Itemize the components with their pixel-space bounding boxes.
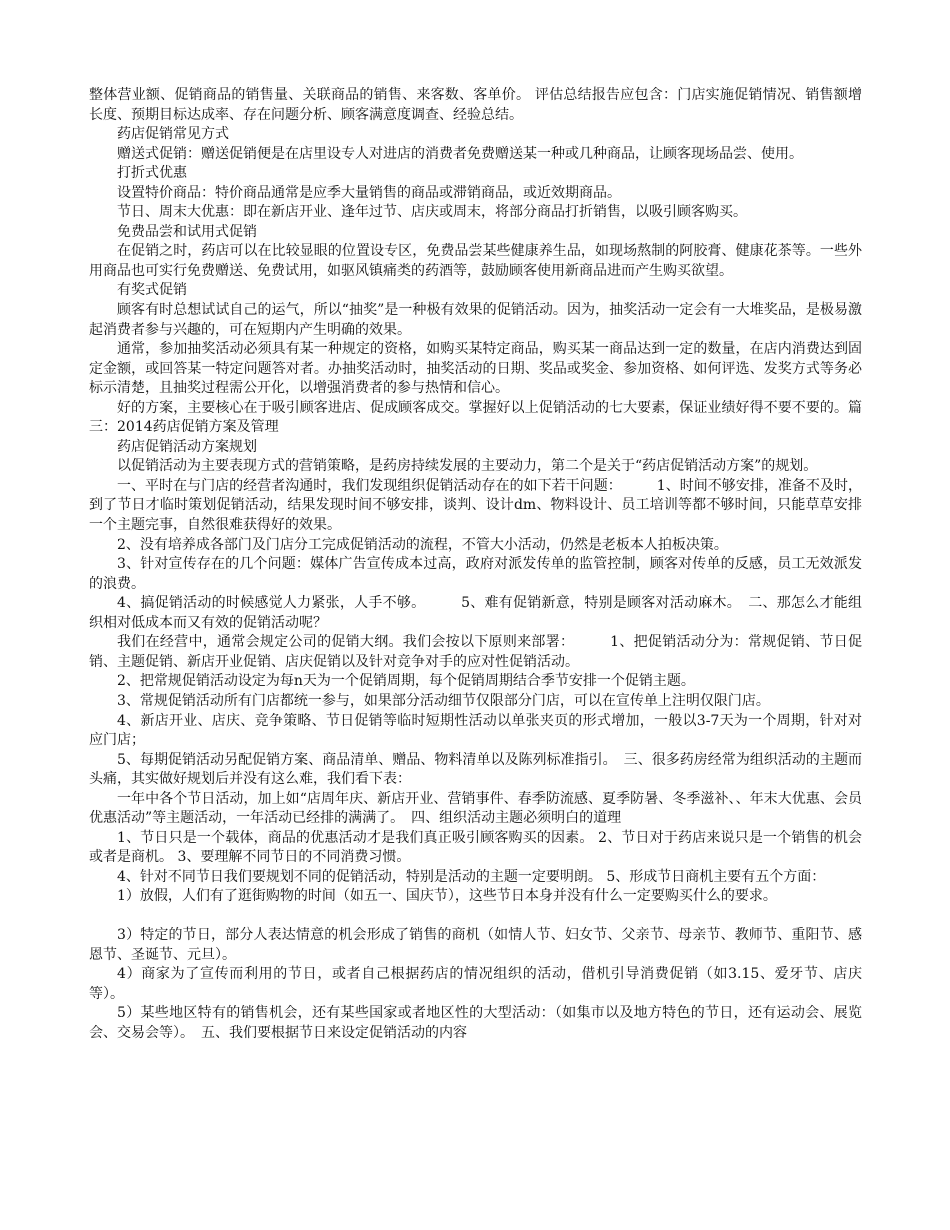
paragraph: 一年中各个节日活动，加上如“店周年庆、新店开业、营销事件、春季防流感、夏季防暑、冬季滋补、、年末大优惠、会员优惠活动”等主题活动，一年活动已经排的满满了。 四、组织活动主题必须明白的道理: [89, 790, 862, 827]
paragraph: 3、针对宣传存在的几个问题：媒体广告宣传成本过高，政府对派发传单的监管控制，顾客对传单的反感，员工无效派发的浪费。: [89, 556, 862, 592]
paragraph: 我们在经营中，通常会规定公司的促销大纲。我们会按以下原则来部署： 1、把促销活动分为：常规促销、节日促销、主题促销、新店开业促销、店庆促销以及针对竞争对手的应对性促销活动。: [89, 634, 862, 670]
paragraph: 1）放假，人们有了逛街购物的时间（如五一、国庆节），这些节日本身并没有什么一定要购买什么的要求。: [117, 888, 777, 905]
paragraph: 通常，参加抽奖活动必须具有某一种规定的资格，如购买某特定商品，购买某一商品达到一定的数量，在店内消费达到固定金额，或回答某一特定问题答对者。办抽奖活动时，抽奖活动的日期、奖品或奖金、参加资格、如何评选、发奖方式等务必标示清楚，且抽奖过程需公开化，以增强消费者的参与热情和信心。: [89, 341, 862, 397]
paragraph: 4、针对不同节日我们要规划不同的促销活动，特别是活动的主题一定要明朗。 5、形成节日商机主要有五个方面：: [117, 868, 826, 885]
paragraph: 以促销活动为主要表现方式的营销策略，是药房持续发展的主要动力，第二个是关于“药店促销活动方案”的规划。: [117, 458, 818, 475]
section-heading: 打折式优惠: [117, 165, 187, 182]
section-heading: 有奖式促销: [117, 282, 187, 299]
paragraph: 设置特价商品：特价商品通常是应季大量销售的商品或滞销商品，或近效期商品。: [117, 184, 621, 201]
paragraph: 4、新店开业、店庆、竞争策略、节日促销等临时短期性活动以单张夹页的形式增加，一般以3-7天为一个周期，针对对应门店；: [89, 712, 862, 749]
paragraph: 4、搞促销活动的时候感觉人力紧张，人手不够。 5、难有促销新意，特别是顾客对活动麻木。 二、那怎么才能组织相对低成本而又有效的促销活动呢？: [89, 595, 862, 631]
paragraph: 5、每期促销活动另配促销方案、商品清单、赠品、物料清单以及陈列标准指引。 三、很多药房经常为组织活动的主题而头痛，其实做好规划后并没有这么难，我们看下表：: [89, 751, 862, 788]
paragraph: 4）商家为了宣传而利用的节日，或者自己根据药店的情况组织的活动，借机引导消费促销（如3.15、爱牙节、店庆等）。: [89, 966, 862, 1002]
paragraph: 3）特定的节日，部分人表达情意的机会形成了销售的商机（如情人节、妇女节、父亲节、母亲节、教师节、重阳节、感恩节、圣诞节、元旦）。: [89, 926, 862, 963]
paragraph: 2、把常规促销活动设定为每n天为一个促销周期，每个促销周期结合季节安排一个促销主题。: [117, 673, 695, 690]
paragraph: 整体营业额、促销商品的销售量、关联商品的销售、来客数、客单价。 评估总结报告应包含：门店实施促销情况、销售额增长度、预期目标达成率、存在问题分析、顾客满意度调查、经验总结。: [89, 87, 862, 123]
paragraph: 在促销之时，药店可以在比较显眼的位置设专区，免费品尝某些健康养生品，如现场熬制的阿胶膏、健康花茶等。一些外用商品也可实行免费赠送、免费试用，如驱风镇痛类的药酒等，鼓励顾客使用新商品进而产生购买欲望。: [89, 243, 862, 279]
paragraph: 1、节日只是一个载体，商品的优惠活动才是我们真正吸引顾客购买的因素。 2、节日对于药店来说只是一个销售的机会或者是商机。 3、要理解不同节日的不同消费习惯。: [89, 829, 862, 866]
section-heading: 药店促销常见方式: [117, 126, 229, 143]
paragraph: 5）某些地区特有的销售机会，还有某些国家或者地区性的大型活动：（如集市以及地方特色的节日，还有运动会、展览会、交易会等）。 五、我们要根据节日来设定促销活动的内容: [89, 1005, 862, 1041]
blank-line: [89, 907, 862, 926]
paragraph: 赠送式促销：赠送促销便是在店里设专人对进店的消费者免费赠送某一种或几种商品，让顾客现场品尝、使用。: [117, 145, 803, 162]
paragraph: 3、常规促销活动所有门店都统一参与，如果部分活动细节仅限部分门店，可以在宣传单上注明仅限门店。: [117, 692, 770, 709]
section-heading: 免费品尝和试用式促销: [117, 223, 257, 240]
paragraph: 2、没有培养成各部门及门店分工完成促销活动的流程，不管大小活动，仍然是老板本人拍板决策。: [117, 536, 728, 553]
paragraph: 好的方案，主要核心在于吸引顾客进店、促成顾客成交。掌握好以上促销活动的七大要素，保证业绩好得不要不要的。篇三：2014药店促销方案及管理: [89, 399, 862, 436]
paragraph: 节日、周末大优惠：即在新店开业、逢年过节、店庆或周末，将部分商品打折销售，以吸引顾客购买。: [117, 204, 747, 221]
paragraph: 一、平时在与门店的经营者沟通时，我们发现组织促销活动存在的如下若干问题： 1、时间不够安排，准备不及时，到了节日才临时策划促销活动，结果发现时间不够安排，谈判、设计dm、物料设计、员工培训等都不够时间，只能草草安排一个主题完事，自然很难获得好的效果。: [89, 477, 862, 534]
paragraph: 顾客有时总想试试自己的运气，所以“抽奖”是一种极有效果的促销活动。因为，抽奖活动一定会有一大堆奖品，是极易激起消费者参与兴趣的，可在短期内产生明确的效果。: [89, 302, 862, 338]
section-heading: 药店促销活动方案规划: [117, 438, 257, 455]
